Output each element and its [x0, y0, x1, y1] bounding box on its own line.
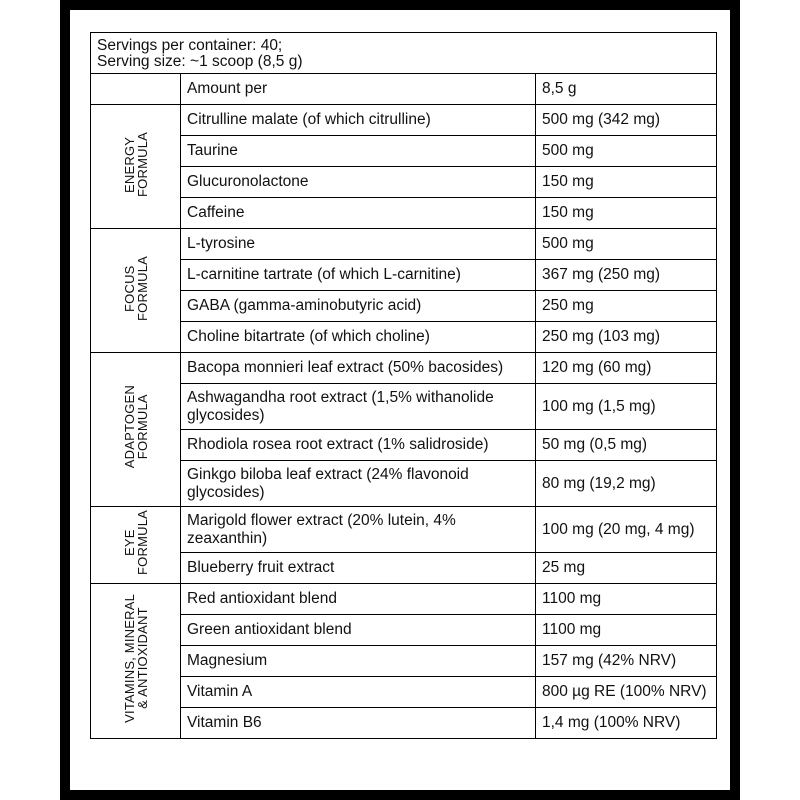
- amount-label: Amount per: [181, 74, 536, 105]
- table-row: [91, 708, 717, 739]
- ingredient-amount: 367 mg (250 mg): [536, 260, 717, 291]
- label-frame: [60, 0, 740, 800]
- table-row: [91, 615, 717, 646]
- supplement-facts-panel: [70, 10, 730, 790]
- ingredient-name: Ginkgo biloba leaf extract (24% flavonoid glycosides): [181, 461, 536, 507]
- ingredient-amount: 800 µg RE (100% NRV): [536, 677, 717, 708]
- table-row: [91, 384, 717, 430]
- table-row: [91, 507, 717, 553]
- ingredient-name: GABA (gamma-aminobutyric acid): [181, 291, 536, 322]
- table-row: [91, 229, 717, 260]
- ingredient-name: Glucuronolactone: [181, 167, 536, 198]
- header-row: [91, 33, 717, 74]
- ingredient-name: Magnesium: [181, 646, 536, 677]
- ingredient-name: Vitamin B6: [181, 708, 536, 739]
- ingredient-amount: 150 mg: [536, 198, 717, 229]
- ingredient-name: Citrulline malate (of which citrulline): [181, 105, 536, 136]
- table-row: [91, 677, 717, 708]
- section-label-focus: [91, 229, 181, 353]
- ingredient-name: Marigold flower extract (20% lutein, 4% zeaxanthin): [181, 507, 536, 553]
- table-row: [91, 461, 717, 507]
- section-title-line: FORMULA: [134, 510, 150, 575]
- supplement-facts-table: [90, 32, 717, 739]
- ingredient-name: Taurine: [181, 136, 536, 167]
- amount-value: 8,5 g: [536, 74, 717, 105]
- table-row: [91, 584, 717, 615]
- ingredient-name: L-carnitine tartrate (of which L-carnitine): [181, 260, 536, 291]
- amount-row: [91, 74, 717, 105]
- ingredient-name: Rhodiola rosea root extract (1% salidroside): [181, 430, 536, 461]
- ingredient-name: Vitamin A: [181, 677, 536, 708]
- amount-row-blank: [91, 74, 181, 105]
- ingredient-name: Green antioxidant blend: [181, 615, 536, 646]
- ingredient-name: Caffeine: [181, 198, 536, 229]
- ingredient-amount: 250 mg: [536, 291, 717, 322]
- table-row: [91, 167, 717, 198]
- ingredient-amount: 100 mg (1,5 mg): [536, 384, 717, 430]
- table-row: [91, 430, 717, 461]
- section-label-vitamins: [91, 584, 181, 739]
- ingredient-name: Choline bitartrate (of which choline): [181, 322, 536, 353]
- ingredient-amount: 80 mg (19,2 mg): [536, 461, 717, 507]
- ingredient-amount: 120 mg (60 mg): [536, 353, 717, 384]
- table-row: [91, 646, 717, 677]
- section-title-line: & ANTIOXIDANT: [134, 607, 150, 710]
- section-title-line: EYE: [121, 529, 137, 556]
- table-row: [91, 322, 717, 353]
- ingredient-amount: 500 mg: [536, 136, 717, 167]
- ingredient-amount: 500 mg (342 mg): [536, 105, 717, 136]
- ingredient-amount: 500 mg: [536, 229, 717, 260]
- ingredient-amount: 100 mg (20 mg, 4 mg): [536, 507, 717, 553]
- ingredient-amount: 250 mg (103 mg): [536, 322, 717, 353]
- table-row: [91, 260, 717, 291]
- table-row: [91, 553, 717, 584]
- section-label-eye: [91, 507, 181, 584]
- ingredient-amount: 50 mg (0,5 mg): [536, 430, 717, 461]
- ingredient-name: Blueberry fruit extract: [181, 553, 536, 584]
- ingredient-amount: 1100 mg: [536, 584, 717, 615]
- ingredient-amount: 150 mg: [536, 167, 717, 198]
- serving-size: Serving size: ~1 scoop (8,5 g): [97, 53, 303, 70]
- section-title-line: FORMULA: [134, 131, 150, 197]
- ingredient-name: Red antioxidant blend: [181, 584, 536, 615]
- ingredient-amount: 157 mg (42% NRV): [536, 646, 717, 677]
- table-row: [91, 105, 717, 136]
- section-title-line: FORMULA: [134, 255, 150, 321]
- section-label-adaptogen: [91, 353, 181, 507]
- table-row: [91, 291, 717, 322]
- ingredient-name: L-tyrosine: [181, 229, 536, 260]
- table-row: [91, 198, 717, 229]
- table-row: [91, 136, 717, 167]
- serving-info: [91, 33, 717, 74]
- ingredient-name: Bacopa monnieri leaf extract (50% bacosides): [181, 353, 536, 384]
- section-title-line: ADAPTOGEN: [121, 385, 137, 469]
- ingredient-amount: 25 mg: [536, 553, 717, 584]
- section-title-line: ENERGY: [121, 135, 137, 193]
- section-title-line: FORMULA: [134, 394, 150, 460]
- ingredient-amount: 1,4 mg (100% NRV): [536, 708, 717, 739]
- section-title-line: VITAMINS, MINERAL: [121, 594, 137, 723]
- ingredient-amount: 1100 mg: [536, 615, 717, 646]
- ingredient-name: Ashwagandha root extract (1,5% withanolide glycosides): [181, 384, 536, 430]
- section-label-energy: [91, 105, 181, 229]
- table-row: [91, 353, 717, 384]
- section-title-line: FOCUS: [121, 264, 137, 312]
- servings-per-container: Servings per container: 40;: [97, 37, 283, 54]
